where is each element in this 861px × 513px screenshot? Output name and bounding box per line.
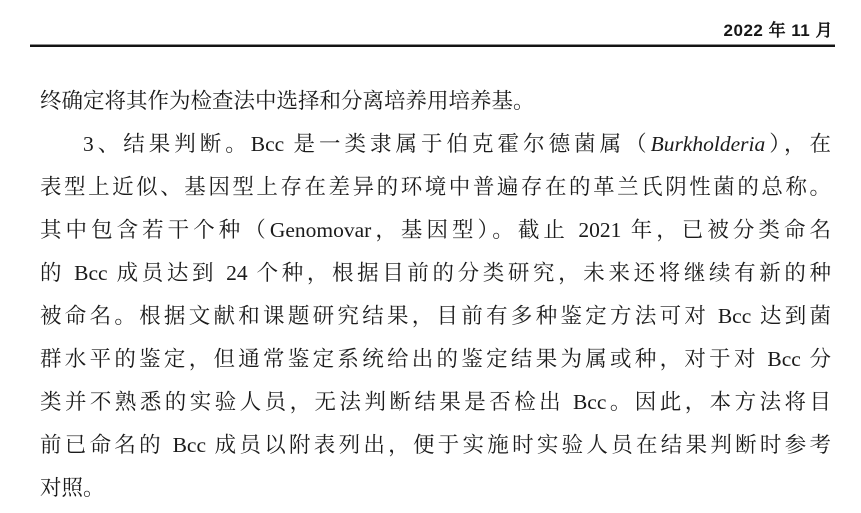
text-run: 的 Bcc 成员达到 24 个种，根据目前的分类研究，未来还将继续有新的种: [40, 261, 831, 285]
text-run: 3、结果判断。Bcc 是一类隶属于伯克霍尔德菌属（: [83, 132, 651, 156]
text-line: [40, 424, 831, 467]
text-line: [40, 166, 831, 209]
text-line: [40, 123, 831, 166]
text-run: 前已命名的 Bcc 成员以附表列出，便于实施时实验人员在结果判断时参考: [40, 433, 831, 457]
text-line: [40, 252, 831, 295]
header-date: 2022 年 11 月: [723, 21, 833, 40]
text-line: [40, 295, 831, 338]
text-run: 对照。: [40, 476, 105, 500]
text-line: [40, 467, 831, 510]
text-line: [40, 80, 831, 123]
text-run: 类并不熟悉的实验人员，无法判断结果是否检出 Bcc。因此，本方法将目: [40, 390, 831, 414]
text-run: ），在: [765, 132, 831, 156]
text-run: 表型上近似、基因型上存在差异的环境中普遍存在的革兰氏阴性菌的总称。: [40, 175, 831, 199]
latin-italic-text: Burkholderia: [650, 132, 766, 156]
text-line: [40, 381, 831, 424]
text-run: 其中包含若干个种（Genomovar，基因型）。截止 2021 年，已被分类命名: [40, 218, 831, 242]
text-run: 被命名。根据文献和课题研究结果，目前有多种鉴定方法可对 Bcc 达到菌: [40, 304, 831, 328]
text-run: 终确定将其作为检查法中选择和分离培养用培养基。: [40, 89, 535, 113]
text-run: 群水平的鉴定，但通常鉴定系统给出的鉴定结果为属或种，对于对 Bcc 分: [40, 347, 831, 371]
text-line: [40, 338, 831, 381]
text-line: [40, 209, 831, 252]
document-body: [40, 80, 831, 510]
header-rule-divider: [30, 44, 835, 47]
